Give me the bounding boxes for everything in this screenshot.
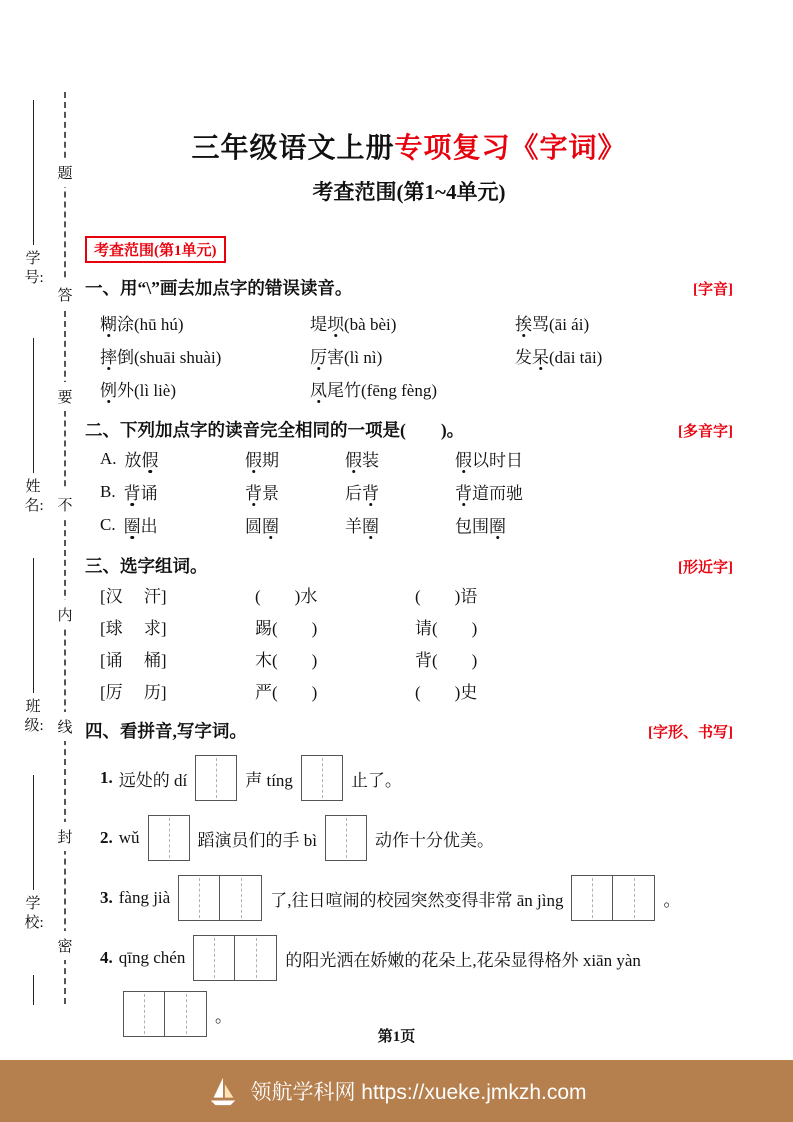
- blank-word: 木( ): [255, 650, 318, 670]
- field-label: 学校:: [24, 896, 44, 931]
- writing-box: [178, 875, 220, 921]
- writing-box: [195, 755, 237, 801]
- section1-words: [85, 306, 733, 405]
- dotted-char: 背: [362, 484, 379, 503]
- writing-box-group: [148, 815, 190, 861]
- section3-rows: [85, 578, 733, 706]
- word-pre: 后: [345, 484, 362, 503]
- word-pre: 包围: [455, 517, 489, 536]
- word-post: 诵: [140, 484, 158, 503]
- word-post: 倒(shuāi shuài): [117, 348, 222, 367]
- dotted-word: [100, 343, 221, 368]
- student-name-field: [22, 338, 44, 516]
- option-cell: [455, 508, 733, 541]
- word-post: 以时日: [472, 451, 523, 470]
- section1-text: 用“\”画去加点字的错误读音。: [120, 278, 353, 298]
- writing-box: [235, 935, 277, 981]
- section1-title: [85, 275, 352, 300]
- option-label: C.: [100, 514, 116, 534]
- word-pre: 羊: [345, 517, 362, 536]
- question-number: 4.: [100, 948, 113, 967]
- dotted-word: [310, 376, 437, 401]
- char-pair: [诵 桶]: [100, 650, 167, 670]
- content-area: [85, 0, 733, 1039]
- char-pair: [厉 历]: [100, 682, 167, 702]
- seal-char: 密: [56, 931, 73, 960]
- title-black: 三年级语文上册: [191, 133, 395, 164]
- section2-title: [85, 417, 464, 442]
- option-cell: [245, 508, 345, 541]
- seal-dashed-line: [64, 92, 66, 1004]
- word-post: (dāi tāi): [549, 348, 603, 367]
- word-post: 尾竹(fēng fèng): [327, 381, 437, 400]
- writing-box: [571, 875, 613, 921]
- section3-number: 三、: [85, 556, 120, 576]
- option-cell: [345, 508, 455, 541]
- dotted-word: [455, 512, 506, 537]
- dotted-word: [245, 446, 279, 471]
- question-text: 的阳光洒在娇嫩的花朵上,花朵显得格外 xiān yàn: [285, 950, 641, 970]
- char-pair: [汉 汗]: [100, 586, 167, 606]
- blank-word: 背( ): [415, 650, 478, 670]
- option-row-c: [85, 508, 733, 541]
- school-field: [22, 775, 44, 933]
- word-cell: [515, 306, 733, 339]
- word-cell: [310, 339, 515, 372]
- writing-box: [301, 755, 343, 801]
- word-post: 骂(āi ái): [532, 315, 590, 334]
- option-cell: [100, 442, 245, 475]
- question-text: 。: [215, 1006, 232, 1026]
- dotted-char: 例: [100, 381, 117, 400]
- dotted-char: 凤: [310, 381, 327, 400]
- page-number: 第1页: [377, 1029, 416, 1045]
- writing-box: [148, 815, 190, 861]
- dotted-word: [124, 479, 158, 504]
- scope-box-wrap: [85, 236, 733, 263]
- dotted-word: [455, 446, 523, 471]
- word-cell: [515, 339, 733, 372]
- writing-box: [325, 815, 367, 861]
- dotted-char: 背: [245, 484, 262, 503]
- dotted-word: [100, 310, 184, 335]
- section3-tag: [形近字]: [678, 560, 733, 576]
- word-post: 装: [362, 451, 379, 470]
- section2-header: [85, 417, 733, 442]
- word-cell: [100, 372, 310, 405]
- dotted-word: [245, 512, 279, 537]
- blank-line: [33, 100, 34, 245]
- blank-word: 请( ): [415, 618, 478, 638]
- word-cell: [310, 372, 515, 405]
- question-text: 。: [663, 890, 681, 910]
- option-label: A.: [100, 448, 117, 468]
- writing-box: [193, 935, 235, 981]
- option-cell: [345, 475, 455, 508]
- site-logo-icon: [206, 1074, 240, 1108]
- blank-line: [33, 775, 34, 890]
- question-text: 蹈演员们的手 bì: [197, 830, 318, 850]
- section4-text: 看拼音,写字词。: [120, 721, 247, 741]
- section3-header: [85, 553, 733, 578]
- dotted-char: 呆: [532, 348, 549, 367]
- dotted-char: 假: [455, 451, 472, 470]
- section2-tag: [多音字]: [678, 424, 733, 440]
- writing-box: [220, 875, 262, 921]
- section2-number: 二、: [85, 420, 120, 440]
- dotted-word: [345, 479, 379, 504]
- question-text: 了,往日喧闹的校园突然变得非常 ān jìng: [270, 890, 564, 910]
- option-cell: [455, 475, 733, 508]
- dotted-word: [345, 446, 379, 471]
- blank-line: [33, 338, 34, 473]
- section4-tag: [字形、书写]: [648, 725, 733, 741]
- dotted-char: 摔: [100, 348, 117, 367]
- word-pre: 发: [515, 348, 532, 367]
- word-post: 涂(hū hú): [117, 315, 184, 334]
- blank-line: [33, 975, 34, 1005]
- option-cell: [245, 475, 345, 508]
- option-row-b: [85, 475, 733, 508]
- word-pre: 圆: [245, 517, 262, 536]
- field-label: 学号:: [24, 251, 44, 286]
- scope-box: 考查范围(第1单元): [85, 236, 226, 263]
- seal-char: 题: [56, 158, 73, 187]
- word-pre: 堤: [310, 315, 327, 334]
- dotted-word: [124, 512, 158, 537]
- question-text: fàng jià: [118, 888, 171, 907]
- dotted-char: 挨: [515, 315, 532, 334]
- writing-box: [613, 875, 655, 921]
- seal-char: 不: [56, 490, 73, 519]
- writing-box-group: [325, 815, 367, 861]
- blank-word: ( )水: [255, 586, 318, 606]
- field-label: 姓名:: [24, 479, 44, 514]
- question-text: 止了。: [350, 770, 402, 790]
- writing-box-group: [178, 875, 262, 921]
- dotted-word: [310, 343, 382, 368]
- dotted-char: 圈: [362, 517, 379, 536]
- seal-char: 答: [56, 280, 73, 309]
- word-post: 出: [140, 517, 158, 536]
- section1-tag: [字音]: [693, 282, 733, 298]
- title-red: 专项复习《字词》: [394, 133, 627, 164]
- dotted-char: 假: [245, 451, 262, 470]
- dotted-word: [310, 310, 396, 335]
- pinyin-question-1: [85, 753, 733, 803]
- dotted-word: [345, 512, 379, 537]
- question-number: 1.: [100, 768, 113, 787]
- page-subtitle: 考查范围(第1~4单元): [312, 180, 506, 204]
- word-post: 期: [262, 451, 279, 470]
- option-cell: [245, 442, 345, 475]
- option-cell: [345, 442, 455, 475]
- blank-line: [33, 558, 34, 693]
- dotted-char: 假: [141, 451, 159, 470]
- option-cell: [455, 442, 733, 475]
- pinyin-question-3: [85, 873, 733, 923]
- dotted-char: 圈: [262, 517, 279, 536]
- dotted-char: 背: [123, 484, 141, 503]
- student-id-field: [22, 100, 44, 288]
- writing-box-group: [193, 935, 277, 981]
- word-post: 景: [262, 484, 279, 503]
- dotted-char: 圈: [489, 517, 506, 536]
- site-banner: [0, 1060, 793, 1122]
- word-cell: [100, 339, 310, 372]
- question-text: qīng chén: [118, 948, 186, 967]
- dotted-char: 糊: [100, 315, 117, 334]
- field-label: 班级:: [24, 699, 44, 734]
- word-cell: [100, 306, 310, 339]
- blank-word: 踢( ): [255, 618, 318, 638]
- word-post: 害(lì nì): [327, 348, 383, 367]
- question-text: wǔ: [118, 828, 140, 847]
- word-cell: [310, 306, 515, 339]
- blank-word: ( )语: [415, 586, 478, 606]
- seal-char: 内: [56, 600, 73, 629]
- seal-char: 要: [56, 382, 73, 411]
- question-text: 动作十分优美。: [375, 830, 495, 850]
- section1-number: 一、: [85, 278, 120, 298]
- question-number: 3.: [100, 888, 113, 907]
- word-cell: [515, 372, 733, 405]
- trailing-blank: [22, 975, 44, 1005]
- section3-text: 选字组词。: [120, 556, 208, 576]
- section2-text: 下列加点字的读音完全相同的一项是( )。: [120, 420, 465, 440]
- writing-box-group: [195, 755, 237, 801]
- class-field: [22, 558, 44, 736]
- word-post: 外(lì liè): [117, 381, 177, 400]
- dotted-char: 假: [345, 451, 362, 470]
- dotted-word: [455, 479, 523, 504]
- question-number: 2.: [100, 828, 113, 847]
- blank-word: ( )史: [415, 682, 478, 702]
- pinyin-question-4: [85, 933, 733, 983]
- word-post: (bà bèi): [344, 315, 397, 334]
- page-title: [85, 126, 733, 166]
- dotted-word: [100, 376, 176, 401]
- blank-word: 严( ): [255, 682, 318, 702]
- seal-char: 封: [56, 822, 73, 851]
- option-cell: [100, 475, 245, 508]
- dotted-char: 圈: [123, 517, 141, 536]
- section1-header: [85, 275, 733, 300]
- dotted-word: [515, 310, 589, 335]
- word-pre: 放: [124, 451, 142, 470]
- word-post: 道而驰: [472, 484, 523, 503]
- dotted-word: [125, 446, 159, 471]
- site-link[interactable]: 领航学科网 https://xueke.jmkzh.com: [250, 1081, 587, 1104]
- dotted-word: [245, 479, 279, 504]
- section3-title: [85, 553, 208, 578]
- section4-header: [85, 718, 733, 743]
- option-row-a: [85, 442, 733, 475]
- writing-box-group: [571, 875, 655, 921]
- dotted-char: 厉: [310, 348, 327, 367]
- pinyin-question-2: [85, 813, 733, 863]
- question-text: 声 tíng: [245, 770, 293, 790]
- question-text: 远处的 dí: [118, 770, 188, 790]
- writing-box-group: [301, 755, 343, 801]
- dotted-char: 坝: [327, 315, 344, 334]
- dotted-word: [515, 343, 602, 368]
- option-cell: [100, 508, 245, 541]
- section4-number: 四、: [85, 721, 120, 741]
- option-label: B.: [100, 481, 116, 501]
- section4-title: [85, 718, 247, 743]
- seal-char: 线: [56, 712, 73, 741]
- char-pair: [球 求]: [100, 618, 167, 638]
- dotted-char: 背: [455, 484, 472, 503]
